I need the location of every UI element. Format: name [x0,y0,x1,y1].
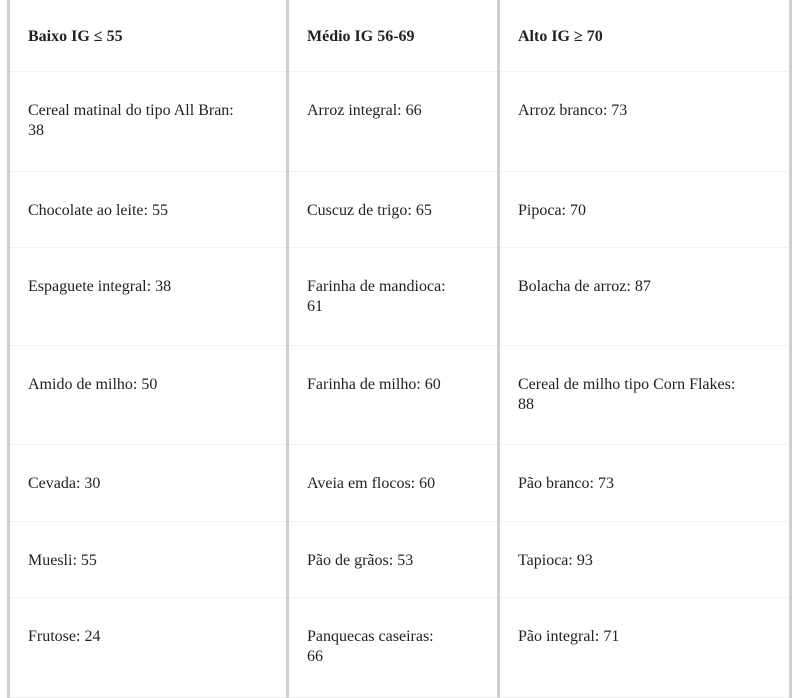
table-row [9,346,791,445]
table-header-row [9,0,791,72]
table-row [9,172,791,248]
table-cell: Arroz integral: 66 [288,72,499,172]
table-row [9,445,791,522]
table-cell: Aveia em flocos: 60 [288,445,499,522]
table-row [9,72,791,172]
table-cell: Cereal matinal do tipo All Bran: 38 [9,72,288,172]
table-cell: Panquecas caseiras: 66 [288,598,499,698]
table-row [9,598,791,698]
table-row [9,248,791,346]
header-high-gi: Alto IG ≥ 70 [499,0,791,72]
table-cell: Arroz branco: 73 [499,72,791,172]
table-cell: Tapioca: 93 [499,522,791,598]
table-cell: Espaguete integral: 38 [9,248,288,346]
table-cell: Pão branco: 73 [499,445,791,522]
table-cell: Amido de milho: 50 [9,346,288,445]
table-cell: Cuscuz de trigo: 65 [288,172,499,248]
table-row [9,522,791,598]
table-cell: Pipoca: 70 [499,172,791,248]
header-low-gi: Baixo IG ≤ 55 [9,0,288,72]
table-cell: Chocolate ao leite: 55 [9,172,288,248]
table-cell: Muesli: 55 [9,522,288,598]
table-cell: Pão de grãos: 53 [288,522,499,598]
table-cell: Bolacha de arroz: 87 [499,248,791,346]
header-medium-gi: Médio IG 56-69 [288,0,499,72]
table-cell: Farinha de milho: 60 [288,346,499,445]
table-cell: Cereal de milho tipo Corn Flakes: 88 [499,346,791,445]
glycemic-index-table [7,0,792,698]
table-cell: Frutose: 24 [9,598,288,698]
table-cell: Farinha de mandioca: 61 [288,248,499,346]
table-cell: Cevada: 30 [9,445,288,522]
table-cell: Pão integral: 71 [499,598,791,698]
